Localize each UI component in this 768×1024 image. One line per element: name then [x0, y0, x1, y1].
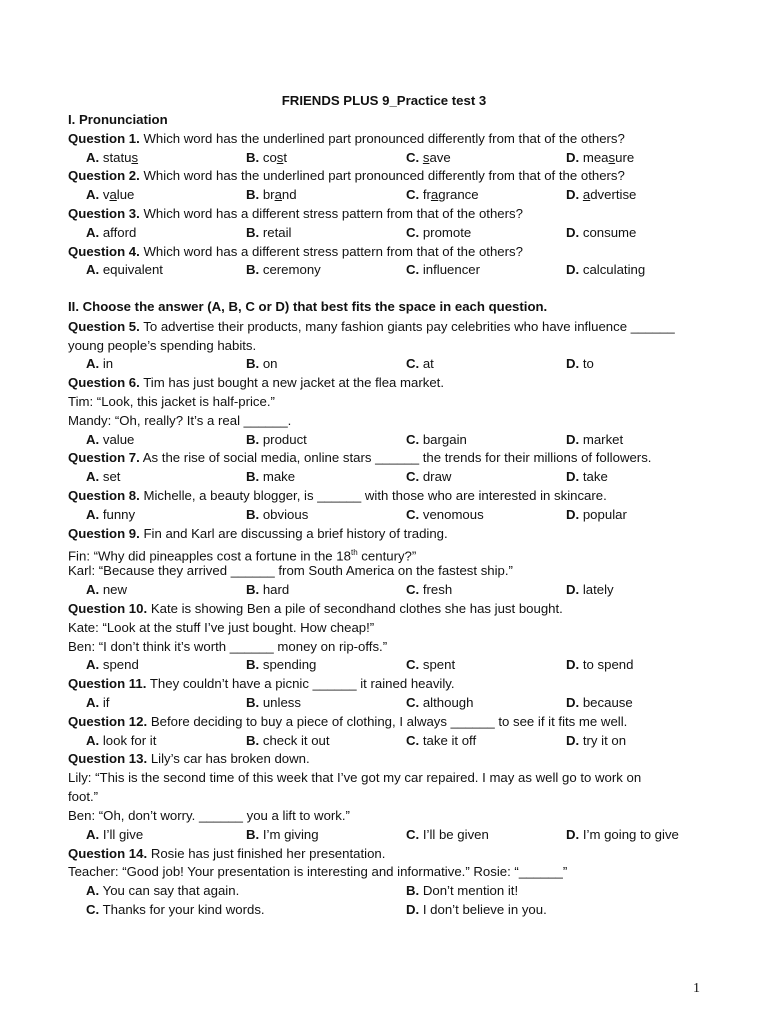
question-9: [68, 526, 448, 542]
question-13-dialogue-2: Ben: “Oh, don’t worry. ______ you a lift to work.”: [68, 808, 350, 823]
question-13-text: Lily’s car has broken down.: [147, 751, 310, 766]
question-6-dialogue-2: Mandy: “Oh, really? It’s a real ______.: [68, 413, 292, 428]
question-2-label: Question 2.: [68, 168, 140, 183]
option-b: B. ceremony: [246, 262, 321, 277]
question-13: [68, 751, 310, 767]
option-d: D. to spend: [566, 657, 634, 672]
option-b: B. Don’t mention it!: [406, 883, 519, 898]
option-c: C. take it off: [406, 733, 477, 748]
question-7: [68, 450, 651, 466]
question-14: [68, 846, 385, 862]
option-d: D. because: [566, 695, 633, 710]
option-b: B. product: [246, 432, 307, 447]
page-number: 1: [693, 981, 700, 996]
question-10-dialogue-2: Ben: “I don’t think it’s worth ______ money on rip-offs.”: [68, 639, 388, 654]
question-9-dialogue-2: Karl: “Because they arrived ______ from South America on the fastest ship.”: [68, 563, 513, 578]
option-c: C. at: [406, 356, 434, 371]
question-10-label: Question 10.: [68, 601, 148, 616]
section-pronunciation-heading: I. Pronunciation: [68, 112, 168, 127]
option-a: A. look for it: [86, 733, 157, 748]
question-14-dialogue: Teacher: “Good job! Your presentation is interesting and informative.” Rosie: “______”: [68, 864, 568, 879]
question-1: [68, 131, 625, 147]
question-4: [68, 244, 523, 260]
option-b: B. obvious: [246, 507, 309, 522]
question-5: [68, 319, 675, 335]
option-a: A. value: [86, 187, 135, 202]
question-10: [68, 601, 563, 617]
option-b: B. cost: [246, 150, 288, 165]
question-5-label: Question 5.: [68, 319, 140, 334]
question-7-label: Question 7.: [68, 450, 140, 465]
question-6: [68, 375, 444, 391]
option-a: A. value: [86, 432, 135, 447]
question-14-options-row-2: [86, 902, 766, 918]
option-c: C. promote: [406, 225, 472, 240]
option-d: D. consume: [566, 225, 637, 240]
option-a: A. equivalent: [86, 262, 163, 277]
option-b: B. check it out: [246, 733, 330, 748]
question-10-options: [86, 657, 766, 673]
option-c: C. Thanks for your kind words.: [86, 902, 265, 917]
option-d: D. lately: [566, 582, 614, 597]
option-b: B. retail: [246, 225, 292, 240]
question-2-options: [86, 187, 766, 203]
question-11-text: They couldn’t have a picnic ______ it rained heavily.: [146, 676, 455, 691]
question-12: [68, 714, 627, 730]
option-d: D. to: [566, 356, 594, 371]
question-10-dialogue-1: Kate: “Look at the stuff I’ve just bought. How cheap!”: [68, 620, 375, 635]
question-1-options: [86, 150, 766, 166]
question-9-label: Question 9.: [68, 526, 140, 541]
question-13-label: Question 13.: [68, 751, 148, 766]
section-choose-heading: II. Choose the answer (A, B, C or D) that best fits the space in each question.: [68, 299, 548, 314]
question-1-label: Question 1.: [68, 131, 140, 146]
question-12-options: [86, 733, 766, 749]
option-b: B. hard: [246, 582, 290, 597]
question-4-text: Which word has a different stress pattern from that of the others?: [139, 244, 523, 259]
question-9-dialogue-1: Fin: “Why did pineapples cost a fortune in the 18th century?”: [68, 548, 417, 564]
option-d: D. calculating: [566, 262, 646, 277]
question-4-label: Question 4.: [68, 244, 140, 259]
option-c: C. draw: [406, 469, 452, 484]
option-c: C. although: [406, 695, 474, 710]
question-11-label: Question 11.: [68, 676, 147, 691]
question-8-label: Question 8.: [68, 488, 140, 503]
question-13-options: [86, 827, 766, 843]
option-d: D. try it on: [566, 733, 627, 748]
option-a: A. funny: [86, 507, 136, 522]
question-10-text: Kate is showing Ben a pile of secondhand clothes she has just bought.: [147, 601, 563, 616]
question-7-text: As the rise of social media, online stars ______ the trends for their millions of followers.: [139, 450, 652, 465]
option-c: C. influencer: [406, 262, 481, 277]
question-1-text: Which word has the underlined part pronounced differently from that of the others?: [139, 131, 625, 146]
option-b: B. on: [246, 356, 278, 371]
question-3: [68, 206, 523, 222]
option-b: B. unless: [246, 695, 301, 710]
option-d: D. advertise: [566, 187, 637, 202]
question-3-text: Which word has a different stress pattern from that of the others?: [139, 206, 523, 221]
question-14-label: Question 14.: [68, 846, 148, 861]
option-d: D. take: [566, 469, 608, 484]
option-c: C. venomous: [406, 507, 484, 522]
document-title: FRIENDS PLUS 9_Practice test 3: [281, 93, 487, 108]
question-9-options: [86, 582, 766, 598]
option-b: B. brand: [246, 187, 297, 202]
question-11: [68, 676, 455, 692]
option-b: B. I’m giving: [246, 827, 319, 842]
question-13-dialogue-1: Lily: “This is the second time of this week that I’ve got my car repaired. I may as well go to work on: [68, 770, 642, 785]
question-12-label: Question 12.: [68, 714, 148, 729]
option-a: A. spend: [86, 657, 139, 672]
option-d: D. I’m going to give: [566, 827, 679, 842]
option-a: A. new: [86, 582, 128, 597]
question-5-text-cont: young people’s spending habits.: [68, 338, 257, 353]
option-a: A. set: [86, 469, 121, 484]
question-8-text: Michelle, a beauty blogger, is ______ with those who are interested in skincare.: [139, 488, 607, 503]
question-11-options: [86, 695, 766, 711]
option-c: C. fragrance: [406, 187, 479, 202]
question-12-text: Before deciding to buy a piece of clothing, I always ______ to see if it fits me well.: [147, 714, 628, 729]
option-a: A. if: [86, 695, 110, 710]
question-6-label: Question 6.: [68, 375, 140, 390]
question-7-options: [86, 469, 766, 485]
question-3-label: Question 3.: [68, 206, 140, 221]
question-2-text: Which word has the underlined part pronounced differently from that of the others?: [139, 168, 625, 183]
option-d: D. measure: [566, 150, 635, 165]
question-6-text: Tim has just bought a new jacket at the flea market.: [139, 375, 445, 390]
question-5-options: [86, 356, 766, 372]
question-8: [68, 488, 607, 504]
option-b: B. spending: [246, 657, 317, 672]
question-5-text: To advertise their products, many fashion giants pay celebrities who have influence ______: [139, 319, 675, 334]
option-a: A. in: [86, 356, 114, 371]
option-c: C. fresh: [406, 582, 453, 597]
option-b: B. make: [246, 469, 296, 484]
question-4-options: [86, 262, 766, 278]
option-c: C. bargain: [406, 432, 467, 447]
question-13-dialogue-1-cont: foot.”: [68, 789, 99, 804]
question-6-dialogue-1: Tim: “Look, this jacket is half-price.”: [68, 394, 275, 409]
question-14-text: Rosie has just finished her presentation.: [147, 846, 386, 861]
question-9-text: Fin and Karl are discussing a brief history of trading.: [139, 526, 448, 541]
option-c: C. I’ll be given: [406, 827, 489, 842]
option-a: A. afford: [86, 225, 137, 240]
option-d: D. I don’t believe in you.: [406, 902, 547, 917]
option-c: C. spent: [406, 657, 456, 672]
question-3-options: [86, 225, 766, 241]
option-d: D. market: [566, 432, 624, 447]
option-a: A. You can say that again.: [86, 883, 240, 898]
option-c: C. save: [406, 150, 451, 165]
question-6-options: [86, 432, 766, 448]
question-14-options-row-1: [86, 883, 766, 899]
option-a: A. status: [86, 150, 139, 165]
question-8-options: [86, 507, 766, 523]
option-a: A. I’ll give: [86, 827, 144, 842]
question-2: [68, 168, 625, 184]
option-d: D. popular: [566, 507, 627, 522]
